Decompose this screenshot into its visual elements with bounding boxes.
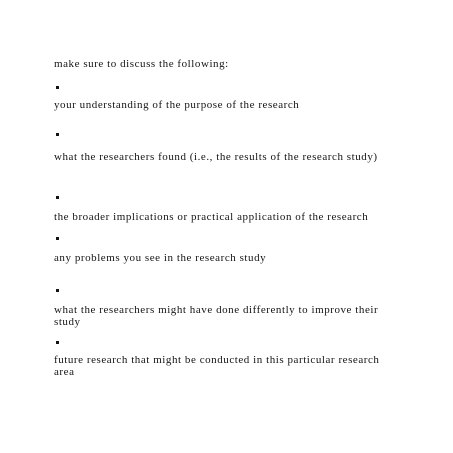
list-item-implications: the broader implications or practical application of the research bbox=[54, 211, 369, 223]
list-item-findings: what the researchers found (i.e., the results of the research study) bbox=[54, 151, 378, 163]
bullet-marker bbox=[56, 289, 59, 292]
list-item-improvements: what the researchers might have done differently to improve their study bbox=[54, 304, 379, 328]
bullet-marker bbox=[56, 86, 59, 89]
list-item-future-research: future research that might be conducted in this particular research area bbox=[54, 354, 380, 378]
intro-text: make sure to discuss the following: bbox=[54, 58, 229, 70]
list-item-purpose: your understanding of the purpose of the research bbox=[54, 99, 300, 111]
bullet-marker bbox=[56, 196, 59, 199]
bullet-marker bbox=[56, 133, 59, 136]
list-item-problems: any problems you see in the research study bbox=[54, 252, 267, 264]
bullet-marker bbox=[56, 341, 59, 344]
bullet-marker bbox=[56, 237, 59, 240]
